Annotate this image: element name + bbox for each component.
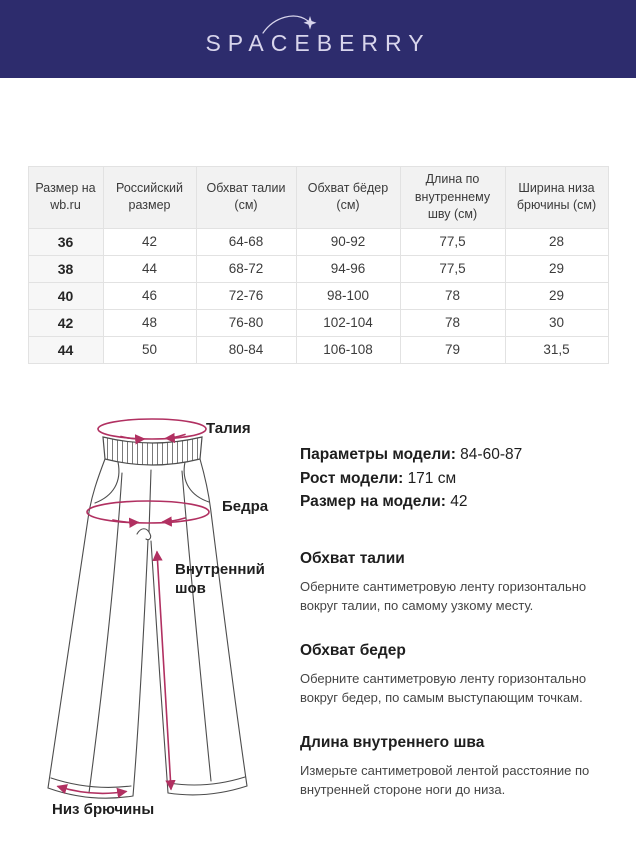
table-cell: 102-104 [296, 309, 400, 336]
column-header: Обхват талии (см) [196, 167, 296, 229]
table-cell: 72-76 [196, 282, 296, 309]
size-table-header-row [28, 167, 608, 229]
hips-label: Бедра [222, 498, 269, 515]
measurement-info-column [300, 443, 622, 800]
table-row [28, 309, 608, 336]
table-cell: 77,5 [400, 228, 505, 255]
instruction-block [300, 550, 622, 616]
table-cell: 44 [103, 255, 196, 282]
table-cell: 64-68 [196, 228, 296, 255]
table-cell: 78 [400, 282, 505, 309]
shooting-star-icon [261, 8, 321, 40]
hem-label: Низ брючины [52, 801, 155, 818]
instruction-title: Обхват талии [300, 549, 405, 567]
model-info-line [300, 467, 622, 491]
table-row [28, 255, 608, 282]
table-cell: 68-72 [196, 255, 296, 282]
inseam-label: Внутренний шов [175, 561, 265, 597]
instructions [300, 550, 622, 800]
model-info-value: 42 [450, 493, 468, 510]
size-table [28, 166, 609, 364]
table-cell: 78 [400, 309, 505, 336]
size-wb-cell: 36 [28, 228, 103, 255]
instruction-title: Длина внутреннего шва [300, 733, 485, 751]
size-wb-cell: 38 [28, 255, 103, 282]
model-info [300, 443, 622, 514]
table-cell: 77,5 [400, 255, 505, 282]
size-table-body [28, 228, 608, 363]
instruction-block [300, 642, 622, 708]
brand-header [0, 0, 636, 78]
model-info-label: Параметры модели: [300, 446, 461, 463]
table-cell: 80-84 [196, 336, 296, 363]
instruction-block [300, 734, 622, 800]
table-cell: 98-100 [296, 282, 400, 309]
brand-logo [205, 22, 430, 57]
model-info-label: Размер на модели: [300, 493, 451, 510]
table-cell: 42 [103, 228, 196, 255]
table-cell: 29 [505, 255, 608, 282]
instruction-title: Обхват бедер [300, 641, 406, 659]
size-wb-cell: 44 [28, 336, 103, 363]
model-info-line [300, 443, 622, 467]
pants-measurement-diagram [25, 400, 295, 840]
table-cell: 48 [103, 309, 196, 336]
table-cell: 29 [505, 282, 608, 309]
table-cell: 30 [505, 309, 608, 336]
column-header: Длина по внутреннему шву (см) [400, 167, 505, 229]
model-info-label: Рост модели: [300, 469, 408, 487]
size-wb-cell: 42 [28, 309, 103, 336]
model-info-line [300, 490, 622, 514]
table-cell: 76-80 [196, 309, 296, 336]
table-cell: 90-92 [296, 228, 400, 255]
table-cell: 31,5 [505, 336, 608, 363]
size-wb-cell: 40 [28, 282, 103, 309]
column-header: Ширина низа брючины (см) [505, 167, 608, 229]
table-cell: 79 [400, 336, 505, 363]
instruction-text: Оберните сантиметровую ленту горизонтально вокруг бедер, по самым выступающим точкам. [300, 670, 587, 705]
pants-sketch [25, 400, 295, 840]
brand-name: SPACEBERRY [205, 29, 431, 56]
table-cell: 28 [505, 228, 608, 255]
model-info-value: 171 см [407, 469, 457, 487]
column-header: Размер на wb.ru [28, 167, 103, 229]
column-header: Российский размер [103, 167, 196, 229]
model-info-value: 84-60-87 [460, 446, 523, 463]
instruction-text: Измерьте сантиметровой лентой расстояние по внутренней стороне ноги до низа. [300, 762, 590, 797]
table-cell: 46 [103, 282, 196, 309]
table-row [28, 228, 608, 255]
table-cell: 50 [103, 336, 196, 363]
waist-label: Талия [206, 420, 251, 437]
table-row [28, 336, 608, 363]
table-row [28, 282, 608, 309]
column-header: Обхват бёдер (см) [296, 167, 400, 229]
table-cell: 94-96 [296, 255, 400, 282]
instruction-text: Оберните сантиметровую ленту горизонтально вокруг талии, по самому узкому месту. [300, 578, 587, 613]
table-cell: 106-108 [296, 336, 400, 363]
